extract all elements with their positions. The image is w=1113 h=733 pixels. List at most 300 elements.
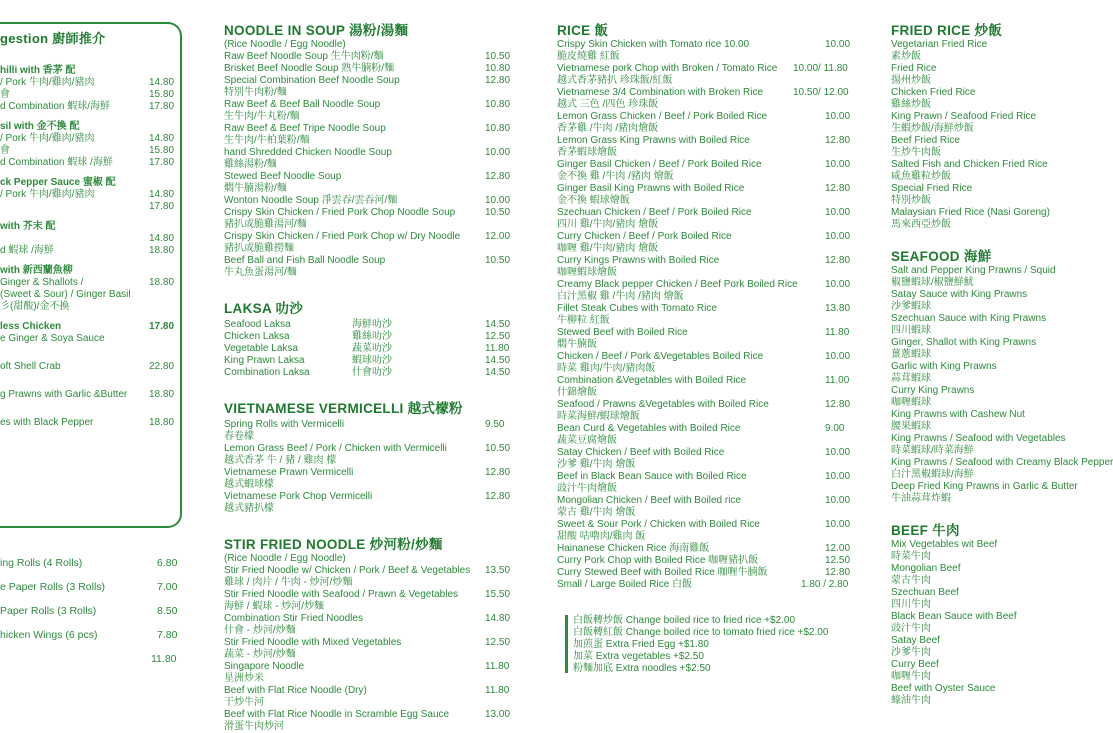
item-price: 11.80 <box>485 661 510 672</box>
fried-rice-seafood-beef-column <box>891 19 1113 707</box>
rice-column <box>557 19 857 591</box>
item-name: d 蝦球 /海鮮 <box>0 245 54 256</box>
item-price: 10.00/ 11.80 <box>793 63 848 74</box>
item-name: 四川 雞/牛肉/豬肉 燴飯 <box>557 219 659 230</box>
rice-title: RICE 飯 <box>557 23 609 38</box>
item-name: hicken Wings (6 pcs) <box>0 629 98 641</box>
item-price: 12.80 <box>485 491 511 502</box>
item-name: Vietnamese Prawn Vermicelli <box>224 467 354 478</box>
item-name: hilli with 香茅 配 <box>0 65 76 76</box>
menu-item <box>557 459 857 471</box>
item-price: 12.80 <box>485 171 511 182</box>
item-price: 7.00 <box>157 581 178 593</box>
menu-item <box>0 333 180 345</box>
section-title: VIETNAMESE VERMICELLI 越式檬粉 <box>224 401 463 416</box>
menu-item <box>224 685 514 697</box>
menu-item <box>557 207 857 219</box>
menu-item <box>0 221 180 233</box>
section-subtitle: (Rice Noodle / Egg Noodle) <box>224 553 346 564</box>
menu-item <box>557 279 857 291</box>
menu-item: 馬來西亞炒飯 <box>891 219 951 230</box>
menu-item <box>224 503 514 515</box>
item-price: 12.80 <box>825 183 851 194</box>
menu-item: Mix Vegetables wit Beef <box>891 539 998 550</box>
menu-item <box>0 113 180 121</box>
item-name: Vietnamese Pork Chop Vermicelli <box>224 491 373 502</box>
item-price: 12.80 <box>485 75 511 86</box>
menu-item: 雞絲炒飯 <box>891 99 931 110</box>
item-name: / Pork 牛肉/雞肉/豬肉 <box>0 133 95 144</box>
item-name: less Chicken <box>0 321 62 332</box>
extra-option: 加煎蛋 Extra Fried Egg +$1.80 <box>573 639 709 650</box>
menu-item <box>0 133 180 145</box>
item-name: King Prawn Laksa <box>224 355 305 366</box>
menu-item <box>224 419 514 431</box>
menu-item <box>0 145 180 157</box>
menu-item <box>557 399 857 411</box>
menu-item <box>0 213 180 221</box>
item-name: d Combination 蝦球 /海鮮 <box>0 157 113 168</box>
item-price: 8.50 <box>157 605 178 617</box>
menu-section <box>224 19 514 279</box>
menu-item: 椒鹽蝦球/椒鹽鮮魷 <box>891 277 974 288</box>
chef-suggestion-title: gestion 廚師推介 <box>0 31 106 46</box>
item-name: 會 <box>0 89 10 100</box>
chef-suggestion-column <box>0 28 180 429</box>
item-name: Raw Beef & Beef Ball Noodle Soup <box>224 99 381 110</box>
item-name: Raw Beef & Beef Tripe Noodle Soup <box>224 123 386 134</box>
item-name: 燜牛腩飯 <box>557 339 597 350</box>
menu-item <box>0 381 180 389</box>
item-name: Seafood Laksa <box>224 319 291 330</box>
menu-item <box>557 87 857 99</box>
item-name: 沙爹 雞/牛肉 燴飯 <box>557 459 636 470</box>
menu-item <box>224 355 514 367</box>
item-name: Crispy Skin Chicken / Fried Pork Chop Noodle Soup <box>224 207 456 218</box>
menu-item <box>224 577 514 589</box>
item-price: 17.80 <box>149 321 175 332</box>
item-price: 10.00 <box>485 195 511 206</box>
item-name: Ginger Basil King Prawns with Boiled Rice <box>557 183 745 194</box>
item-name: 越式豬扒檬 <box>224 503 274 514</box>
section-title: LAKSA 叻沙 <box>224 301 304 316</box>
menu-item <box>224 147 514 159</box>
item-name: Creamy Black pepper Chicken / Beef Pork Boiled Rice <box>557 279 798 290</box>
menu-item <box>0 389 180 401</box>
menu-item <box>224 331 514 343</box>
menu-item <box>557 531 857 543</box>
menu-item <box>224 63 514 75</box>
menu-item <box>557 579 857 591</box>
menu-item <box>557 543 857 555</box>
item-name: Vietnamese pork Chop with Broken / Tomato Rice <box>557 63 778 74</box>
item-name: 咖喱 雞/牛肉/豬肉 燴飯 <box>557 243 659 254</box>
menu-item: 腰果蝦球 <box>891 421 931 432</box>
item-name: Spring Rolls with Vermicelli <box>224 419 345 430</box>
menu-item: 時菜牛肉 <box>891 551 931 562</box>
menu-section <box>224 297 514 379</box>
menu-item <box>557 219 857 231</box>
item-name: 彡(甜酸)/金不換 <box>0 301 70 312</box>
item-price: 10.50 <box>485 51 511 62</box>
item-price: 14.50 <box>485 319 511 330</box>
section-title: STIR FRIED NOODLE 炒河粉/炒麵 <box>224 537 443 552</box>
item-price: 10.50 <box>485 255 511 266</box>
extra-option: 白飯轉紅飯 Change boiled rice to tomato fried rice +$2.00 <box>573 627 829 638</box>
item-price: 1.80 / 2.80 <box>801 579 849 590</box>
item-price: 10.50 <box>485 207 511 218</box>
item-name: 豬扒或脆雞撈麵 <box>224 243 294 254</box>
item-name: 春卷檬 <box>224 431 254 442</box>
menu-item <box>224 183 514 195</box>
menu-item: 時菜蝦球/時菜海鮮 <box>891 445 974 456</box>
menu-item <box>224 243 514 255</box>
menu-item: Mongolian Beef <box>891 563 961 574</box>
item-price: 11.80 <box>151 653 177 665</box>
menu-item: Satay Beef <box>891 635 940 646</box>
menu-item <box>224 159 514 171</box>
item-price: 18.80 <box>149 389 175 400</box>
section-title: BEEF 牛肉 <box>891 523 960 538</box>
menu-item <box>0 301 180 313</box>
menu-item <box>224 219 514 231</box>
menu-item <box>0 157 180 169</box>
menu-item <box>224 123 514 135</box>
menu-item <box>224 75 514 87</box>
item-name-zh: 什會叻沙 <box>352 367 392 378</box>
menu-item <box>224 709 514 721</box>
menu-item <box>224 613 514 625</box>
menu-item <box>224 431 514 443</box>
section-title: FRIED RICE 炒飯 <box>891 23 1003 38</box>
item-name: d Combination 蝦球/海鮮 <box>0 101 111 112</box>
item-price: 13.80 <box>825 303 851 314</box>
menu-item: Satay Sauce with King Prawns <box>891 289 1028 300</box>
item-name: 滑蛋牛肉炒河 <box>224 721 284 732</box>
extra-option: 白飯轉炒飯 Change boiled rice to fried rice +$2.00 <box>573 615 796 626</box>
menu-item <box>557 483 857 495</box>
menu-item <box>224 343 514 355</box>
item-price: 10.00 <box>825 495 851 506</box>
menu-item <box>557 327 857 339</box>
menu-item <box>0 121 180 133</box>
menu-item <box>224 601 514 613</box>
item-price: 10.00 <box>825 207 851 218</box>
item-name: Hainanese Chicken Rice 海南雞飯 <box>557 543 710 554</box>
menu-item: Chicken Fried Rice <box>891 87 976 98</box>
menu-item <box>557 171 857 183</box>
item-name: 會 <box>0 145 10 156</box>
item-name: Ginger Basil Chicken / Beef / Pork Boiled Rice <box>557 159 762 170</box>
starter-item <box>0 653 180 677</box>
menu-item: 沙爹牛肉 <box>891 647 931 658</box>
menu-item: 四川蝦球 <box>891 325 931 336</box>
menu-item <box>224 673 514 685</box>
item-price: 22.80 <box>149 361 175 372</box>
item-name: Special Combination Beef Noodle Soup <box>224 75 400 86</box>
item-name: Stewed Beef with Boiled Rice <box>557 327 688 338</box>
menu-item <box>557 303 857 315</box>
menu-item <box>0 353 180 361</box>
menu-item <box>0 65 180 77</box>
menu-item <box>0 257 180 265</box>
menu-section <box>891 245 1113 505</box>
menu-item: 蒙古牛肉 <box>891 575 931 586</box>
menu-item <box>0 169 180 177</box>
menu-item <box>557 339 857 351</box>
item-name: 蔬菜豆腐燴飯 <box>557 435 617 446</box>
menu-item <box>557 123 857 135</box>
starter-item <box>0 605 180 629</box>
item-name: Vietnamese 3/4 Combination with Broken Rice <box>557 87 764 98</box>
item-name: 越式香茅豬扒 珍珠飯/紅飯 <box>557 75 673 86</box>
menu-item: Beef Fried Rice <box>891 135 960 146</box>
item-name: ck Pepper Sauce 蜜椒 配 <box>0 177 116 188</box>
menu-item <box>224 231 514 243</box>
item-price: 13.00 <box>485 709 511 720</box>
item-name: / Pork 牛肉/雞肉/豬肉 <box>0 77 95 88</box>
item-name: Singapore Noodle <box>224 661 305 672</box>
menu-item: King Prawn / Seafood Fried Rice <box>891 111 1037 122</box>
menu-item: Malaysian Fried Rice (Nasi Goreng) <box>891 207 1050 218</box>
item-name: 星洲炒米 <box>224 673 264 684</box>
item-name: 牛丸魚蛋湯河/麵 <box>224 267 297 278</box>
item-name: 甜酸 咕嚕肉/雞肉 飯 <box>557 531 646 542</box>
menu-item <box>224 267 514 279</box>
menu-item <box>224 87 514 99</box>
menu-item <box>557 567 857 579</box>
menu-item <box>0 313 180 321</box>
menu-item: King Prawns / Seafood with Creamy Black Pepper <box>891 457 1113 468</box>
menu-item: 特別炒飯 <box>891 195 931 206</box>
menu-item <box>224 195 514 207</box>
menu-item <box>224 51 514 63</box>
menu-item <box>224 99 514 111</box>
menu-item <box>0 201 180 213</box>
item-price: 14.50 <box>485 367 511 378</box>
menu-item: Special Fried Rice <box>891 183 973 194</box>
menu-item <box>557 387 857 399</box>
item-name: 特別牛肉粉/麵 <box>224 87 287 98</box>
item-price: 10.00 <box>825 471 851 482</box>
item-name: 生牛肉/牛柏葉粉/麵 <box>224 135 310 146</box>
item-price: 15.80 <box>149 145 175 156</box>
item-name: Beef in Black Bean Sauce with Boiled Rice <box>557 471 747 482</box>
menu-item: Salt and Pepper King Prawns / Squid <box>891 265 1056 276</box>
item-price: 17.80 <box>149 201 175 212</box>
menu-item <box>224 589 514 601</box>
menu-item <box>0 101 180 113</box>
extra-option: 加菜 Extra vegetables +$2.50 <box>573 651 704 662</box>
menu-item: 生蝦炒飯/海鮮炒飯 <box>891 123 974 134</box>
item-name: Bean Curd & Vegetables with Boiled Rice <box>557 423 741 434</box>
menu-item: 沙爹蝦球 <box>891 301 931 312</box>
item-name: 時菜海鮮/蝦球燴飯 <box>557 411 640 422</box>
item-price: 12.50 <box>825 555 851 566</box>
menu-item: 四川牛肉 <box>891 599 931 610</box>
menu-item <box>557 183 857 195</box>
menu-item: Fried Rice <box>891 63 937 74</box>
item-name: (Sweet & Sour) / Ginger Basil <box>0 289 131 300</box>
section-title: SEAFOOD 海鮮 <box>891 249 992 264</box>
menu-item: Ginger, Shallot with King Prawns <box>891 337 1037 348</box>
menu-item <box>557 435 857 447</box>
item-price: 11.80 <box>485 685 510 696</box>
menu-item: Salted Fish and Chicken Fried Rice <box>891 159 1048 170</box>
menu-item <box>0 233 180 245</box>
item-name: 海鮮 / 蝦球 - 炒河/炒麵 <box>224 601 324 612</box>
section-title: NOODLE IN SOUP 湯粉/湯麵 <box>224 23 409 38</box>
item-price: 10.00 <box>825 39 851 50</box>
menu-item: 咖喱牛肉 <box>891 671 931 682</box>
item-price: 13.50 <box>485 565 511 576</box>
menu-item <box>557 471 857 483</box>
item-name: Paper Rolls (3 Rolls) <box>0 605 97 617</box>
item-price: 12.80 <box>825 567 851 578</box>
menu-item: 生炒牛肉飯 <box>891 147 941 158</box>
starter-item <box>0 557 180 581</box>
item-name: Crispy Skin Chicken with Tomato rice 10.00 <box>557 39 750 50</box>
item-name: e Ginger & Soya Sauce <box>0 333 105 344</box>
item-price: 14.50 <box>485 355 511 366</box>
menu-item: Szechuan Sauce with King Prawns <box>891 313 1047 324</box>
menu-item <box>557 39 857 51</box>
menu-section <box>224 533 514 733</box>
menu-item <box>557 99 857 111</box>
item-price: 11.80 <box>825 327 850 338</box>
menu-item <box>0 409 180 417</box>
item-name: Sweet & Sour Pork / Chicken with Boiled Rice <box>557 519 760 530</box>
menu-item <box>224 467 514 479</box>
item-price: 7.80 <box>157 629 178 641</box>
item-price: 10.80 <box>485 99 511 110</box>
item-name: with 新西蘭魚柳 <box>0 265 73 276</box>
item-name: Lemon Grass King Prawns with Boiled Rice <box>557 135 750 146</box>
item-name: Szechuan Chicken / Beef / Pork Boiled Rice <box>557 207 752 218</box>
item-name: 干炒牛河 <box>224 697 264 708</box>
item-name: 雞球 / 肉片 / 牛肉 - 炒河/炒麵 <box>224 577 353 588</box>
item-price: 10.00 <box>825 519 851 530</box>
item-price: 11.00 <box>825 375 850 386</box>
menu-item <box>224 479 514 491</box>
item-name: Vegetable Laksa <box>224 343 298 354</box>
menu-item: Szechuan Beef <box>891 587 959 598</box>
item-name: Curry Kings Prawns with Boiled Rice <box>557 255 720 266</box>
item-name: Fillet Steak Cubes with Tomato Rice <box>557 303 717 314</box>
menu-item: 白汁黑椒蝦球/海鮮 <box>891 469 974 480</box>
item-price: 10.00 <box>485 147 511 158</box>
item-price: 12.80 <box>485 467 511 478</box>
menu-item: King Prawns / Seafood with Vegetables <box>891 433 1066 444</box>
menu-item <box>557 231 857 243</box>
menu-item <box>0 361 180 373</box>
item-name: Combination Stir Fried Noodles <box>224 613 363 624</box>
menu-item <box>557 411 857 423</box>
extra-option: 粉麵加底 Extra noodles +$2.50 <box>573 663 711 674</box>
item-price: 11.80 <box>485 343 510 354</box>
menu-item <box>224 455 514 467</box>
item-name: 蒙古 雞/牛肉 燴飯 <box>557 507 636 518</box>
menu-item: Deep Fried King Prawns in Garlic & Butter <box>891 481 1078 492</box>
item-price: 12.00 <box>825 543 851 554</box>
starters-list <box>0 557 180 677</box>
item-price: 14.80 <box>149 233 175 244</box>
item-name: Stir Fried Noodle with Seafood / Prawn & Vegetables <box>224 589 459 600</box>
menu-item <box>557 111 857 123</box>
menu-item <box>557 507 857 519</box>
item-name: es with Black Pepper <box>0 417 94 428</box>
item-price: 10.00 <box>825 111 851 122</box>
item-name: Lemon Grass Beef / Pork / Chicken with Vermicelli <box>224 443 447 454</box>
menu-item <box>557 363 857 375</box>
menu-item <box>557 519 857 531</box>
item-name: 金不換 蝦球燴飯 <box>557 195 630 206</box>
item-price: 10.00 <box>825 231 851 242</box>
menu-section <box>224 397 514 515</box>
menu-item <box>557 555 857 567</box>
item-name: 什錦燴飯 <box>557 387 597 398</box>
menu-item <box>557 495 857 507</box>
menu-item: 薑蔥蝦球 <box>891 349 931 360</box>
item-price: 10.00 <box>825 351 851 362</box>
menu-item <box>557 63 857 75</box>
item-name: sil with 金不換 配 <box>0 121 80 132</box>
menu-item <box>224 491 514 503</box>
item-price: 15.80 <box>149 89 175 100</box>
menu-item <box>557 243 857 255</box>
menu-item <box>0 373 180 381</box>
menu-item <box>224 625 514 637</box>
item-price: 17.80 <box>149 101 175 112</box>
menu-item <box>224 319 514 331</box>
item-name-zh: 蝦球叻沙 <box>352 355 392 366</box>
item-name: Ginger & Shallots / <box>0 277 84 288</box>
item-name: 什會 - 炒河/炒麵 <box>224 625 296 636</box>
item-price: 14.80 <box>149 189 175 200</box>
item-name: Curry Stewed Beef with Boiled Rice 咖喱牛腩飯 <box>557 567 768 578</box>
menu-item: 素炒飯 <box>891 51 921 62</box>
menu-item <box>0 417 180 429</box>
item-price: 6.80 <box>157 557 178 569</box>
item-name: 脆皮燒雞 紅飯 <box>557 51 620 62</box>
item-price: 9.50 <box>485 419 505 430</box>
item-price: 12.80 <box>825 255 851 266</box>
item-name: ing Rolls (4 Rolls) <box>0 557 83 569</box>
menu-item <box>557 135 857 147</box>
menu-item <box>0 177 180 189</box>
item-name: Chicken / Beef / Pork &Vegetables Boiled Rice <box>557 351 764 362</box>
item-price: 10.00 <box>825 447 851 458</box>
item-name: oft Shell Crab <box>0 361 61 372</box>
menu-item: Black Bean Sauce with Beef <box>891 611 1017 622</box>
item-price: 9.00 <box>825 423 845 434</box>
item-name: 香茅雞 /牛肉 /豬肉燴飯 <box>557 123 659 134</box>
menu-item <box>224 565 514 577</box>
item-name: Stewed Beef Noodle Soup <box>224 171 342 182</box>
menu-item: Vegetarian Fried Rice <box>891 39 988 50</box>
menu-item <box>557 195 857 207</box>
item-price: 18.80 <box>149 417 175 428</box>
menu-item <box>224 111 514 123</box>
menu-item <box>224 697 514 709</box>
item-name: Small / Large Boiled Rice 白飯 <box>557 579 693 590</box>
menu-item <box>557 51 857 63</box>
starter-item <box>0 629 180 653</box>
item-price: 12.00 <box>485 231 511 242</box>
item-price: 18.80 <box>149 277 175 288</box>
item-price: 12.50 <box>485 637 511 648</box>
menu-item <box>224 207 514 219</box>
